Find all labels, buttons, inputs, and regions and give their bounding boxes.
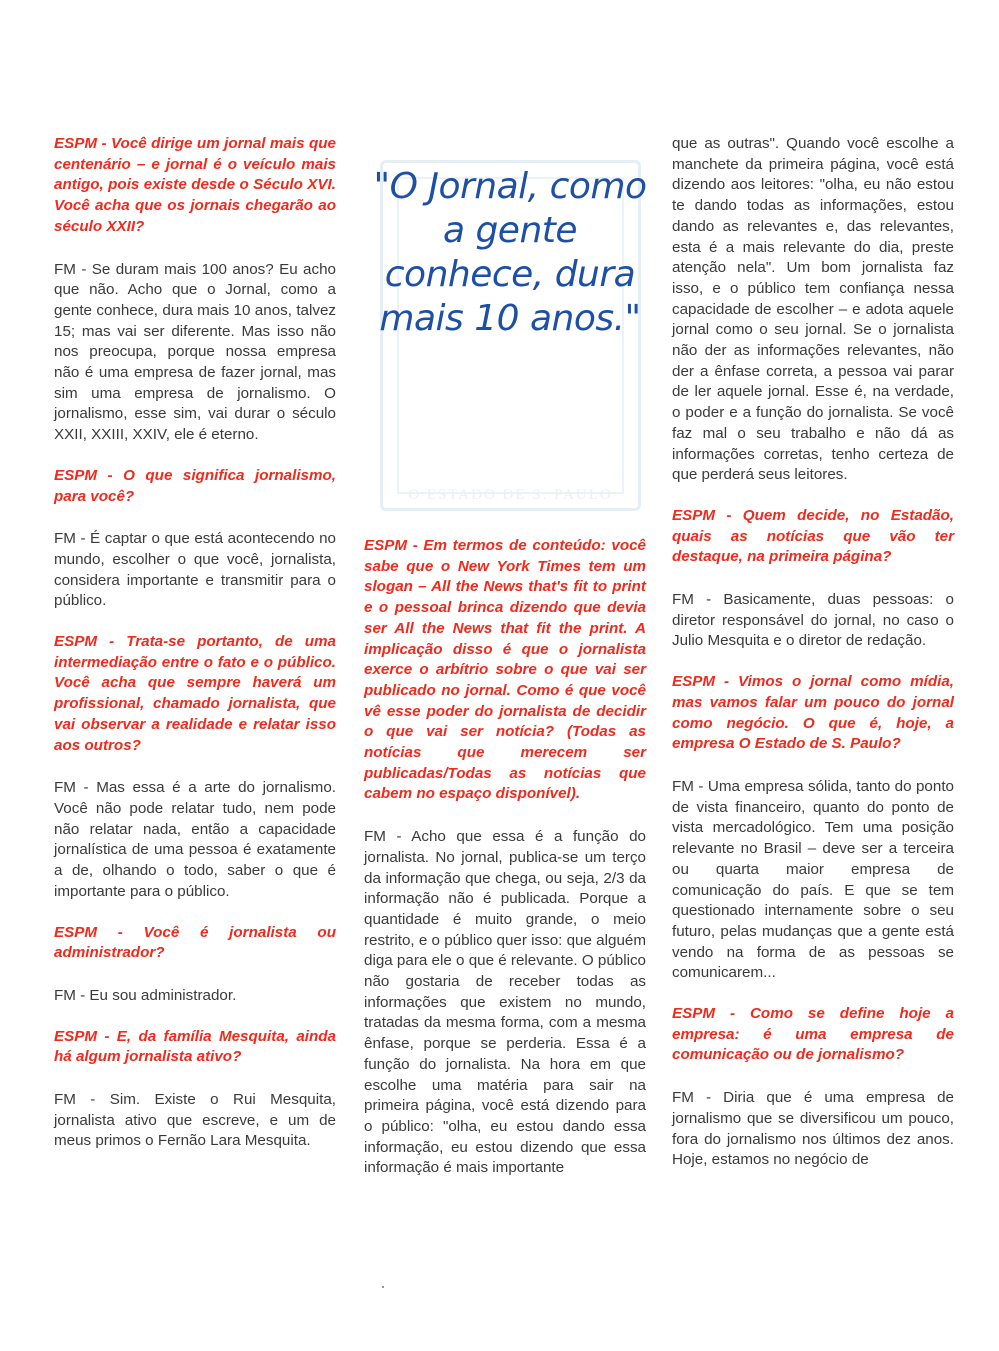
interview-question: ESPM - Trata-se portanto, de uma intermediação entre o fato e o público. Você acha que sempre haverá um profissional, chamado jornalista, que vai observar a realidade e relatar isso aos outros? bbox=[54, 633, 336, 754]
column-right bbox=[672, 134, 954, 1191]
print-speck bbox=[382, 1286, 384, 1288]
interview-answer: FM - É captar o que está acontecendo no mundo, escolher o que você, jornalista, considera importante e transmitir para o público. bbox=[54, 530, 336, 610]
interview-answer: que as outras". Quando você escolhe a manchete da primeira página, você está dizendo aos leitores: "olha, eu não estou te dando todas as informações, estou dando as relevantes e, das relevantes, esta é a mais relevante do dia, preste atenção nela". Um bom jornalista faz isso, e o público tem confiança nessa capacidade de escolher – e adota aquele jornal como o seu jornal. Se o jornalista não der as informações relevantes, não der a ênfase correta, a pessoa vai parar de ler aquele jornal. Esse é, na verdade, o poder e a função do jornalista. Se você faz mal o seu trabalho e não dá as informações corretas, tenho certeza de que perderá seus leitores. bbox=[672, 135, 954, 484]
interview-answer: FM - Eu sou administrador. bbox=[54, 986, 237, 1004]
interview-question: ESPM - Como se define hoje a empresa: é uma empresa de comunicação ou de jornalismo? bbox=[672, 1005, 954, 1064]
interview-answer: FM - Se duram mais 100 anos? Eu acho que não. Acho que o Jornal, como a gente conhece, dura mais 10 anos, talvez 15; mas vai ser diferente. Mas isso não nos preocupa, porque nossa empresa não é uma empresa de fazer jornal, mas sim uma empresa de jornalismo. O jornalismo, esse sim, vai durar o século XXII, XXIII, XXIV, ele é eterno. bbox=[54, 260, 336, 444]
interview-answer: FM - Diria que é uma empresa de jornalismo que se diversificou um pouco, fora do jornalismo nos últimos dez anos. Hoje, estamos no negócio de bbox=[672, 1089, 954, 1169]
interview-question: ESPM - O que significa jornalismo, para você? bbox=[54, 466, 336, 505]
stamp-label: O ESTADO DE S. PAULO bbox=[408, 487, 613, 503]
interview-question: ESPM - E, da família Mesquita, ainda há algum jornalista ativo? bbox=[54, 1027, 336, 1066]
interview-question: ESPM - Quem decide, no Estadão, quais as notícias que vão ter destaque, na primeira página? bbox=[672, 506, 954, 566]
interview-answer: FM - Mas essa é a arte do jornalismo. Você não pode relatar tudo, nem pode não relatar nada, então a capacidade jornalística de uma pessoa é exatamente a de, olhando o todo, saber o que é importante para o público. bbox=[54, 779, 336, 900]
interview-question: ESPM - Você dirige um jornal mais que centenário – e jornal é o veículo mais antigo, pois existe desde o Século XVI. Você acha que os jornais chegarão ao século XXII? bbox=[54, 135, 336, 235]
interview-answer: FM - Uma empresa sólida, tanto do ponto de vista financeiro, quanto do ponto de vista mercadológico. Tem uma posição relevante no Brasil – deve ser a terceira ou quarta maior empresa de comunicação do país. E que se tem questionado internamente sobre o seu futuro, pelas mudanças que a gente está vendo na forma de as pessoas se comunicarem... bbox=[672, 777, 954, 982]
interview-question: ESPM - Vimos o jornal como mídia, mas vamos falar um pouco do jornal como negócio. O que é, hoje, a empresa O Estado de S. Paulo? bbox=[672, 673, 954, 753]
column-left bbox=[54, 134, 336, 1172]
pull-quote-text: "O Jornal, como a gente conhece, dura mais 10 anos." bbox=[373, 166, 647, 339]
interview-answer: FM - Basicamente, duas pessoas: o diretor responsável do jornal, no caso o Julio Mesquita e o diretor de redação. bbox=[672, 591, 954, 650]
interview-question: ESPM - Em termos de conteúdo: você sabe que o New York Times tem um slogan – All the News that's fit to print e o pessoal brinca dizendo que devia ser All the News that fit the print. A implicação disso é que o jornalista exerce o arbítrio sobre o que vai ser publicado no jornal. Como é que você vê esse poder do jornalista de decidir o que vai ser notícia? (Todas as notícias que merecem ser publicadas/Todas as notícias que cabem no espaço disponível). bbox=[364, 537, 646, 803]
pull-quote bbox=[370, 160, 650, 505]
interview-question: ESPM - Você é jornalista ou administrador? bbox=[54, 923, 336, 962]
column-middle bbox=[364, 536, 646, 1199]
interview-answer: FM - Sim. Existe o Rui Mesquita, jornalista ativo que escreve, e um de meus primos o Fernão Lara Mesquita. bbox=[54, 1091, 336, 1150]
interview-answer: FM - Acho que essa é a função do jornalista. No jornal, publica-se um terço da informação que chega, ou seja, 2/3 da informação não é publicada. Porque a quantidade é muito grande, o meio restrito, e o público quer isso: que alguém diga para ele o que é relevante. O público não gostaria de receber todas as informações que existem no mundo, tratadas da mesma forma, com a mesma ênfase, porque se perderia. Essa é a função do jornalista. Na hora em que escolhe uma matéria para sair na primeira página, você está dizendo para o público: "olha, eu estou dando essa informação, eu estou dizendo que essa informação é mais importante bbox=[364, 828, 647, 1177]
